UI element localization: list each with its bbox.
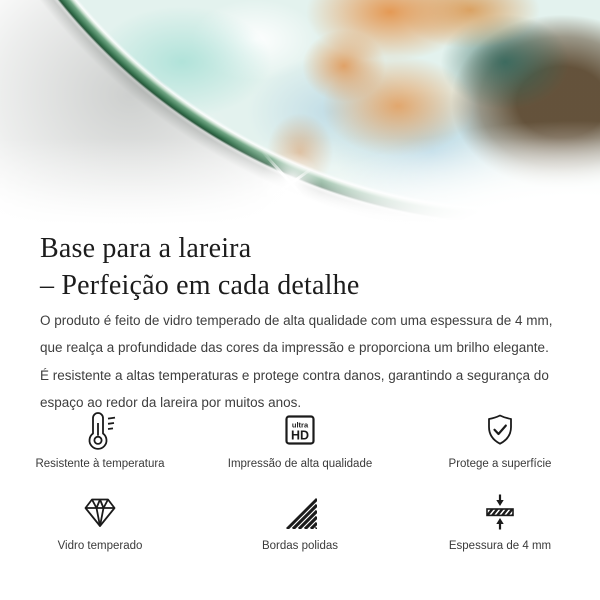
page-title-line1: Base para a lareira [40,233,252,264]
feature-print-quality [200,408,400,471]
ultra-hd-badge-bottom: HD [290,428,310,443]
feature-grid [0,408,600,553]
feature-label: Vidro temperado [57,540,143,553]
feature-thickness [400,490,600,553]
shield-check-icon [478,408,522,452]
page-title [40,230,560,304]
diamond-icon [78,490,122,534]
feature-label: Protege a superfície [448,458,552,471]
ultra-hd-badge-top: ultra [291,420,309,430]
page-title-line2: – Perfeição em cada detalhe [40,270,360,301]
feature-polished-edges [200,490,400,553]
feature-label: Resistente à temperatura [35,458,165,471]
polished-edges-icon [278,490,322,534]
ultra-hd-icon [278,408,322,452]
feature-tempered-glass [0,490,200,553]
feature-label: Espessura de 4 mm [448,540,552,553]
feature-surface-protection [400,408,600,471]
feature-label: Impressão de alta qualidade [227,458,373,471]
feature-temperature [0,408,200,471]
hero-product-image [0,0,600,230]
product-description: O produto é feito de vidro temperado de alta qualidade com uma espessura de 4 mm, que realça a profundidade das cores da impressão e proporciona um brilho elegante. É resistente a altas temperaturas e protege contra danos, garantindo a segurança do espaço ao redor da lareira por muitos anos. [40,313,553,410]
thickness-icon [478,490,522,534]
thermometer-icon [78,408,122,452]
feature-label: Bordas polidas [261,540,339,553]
